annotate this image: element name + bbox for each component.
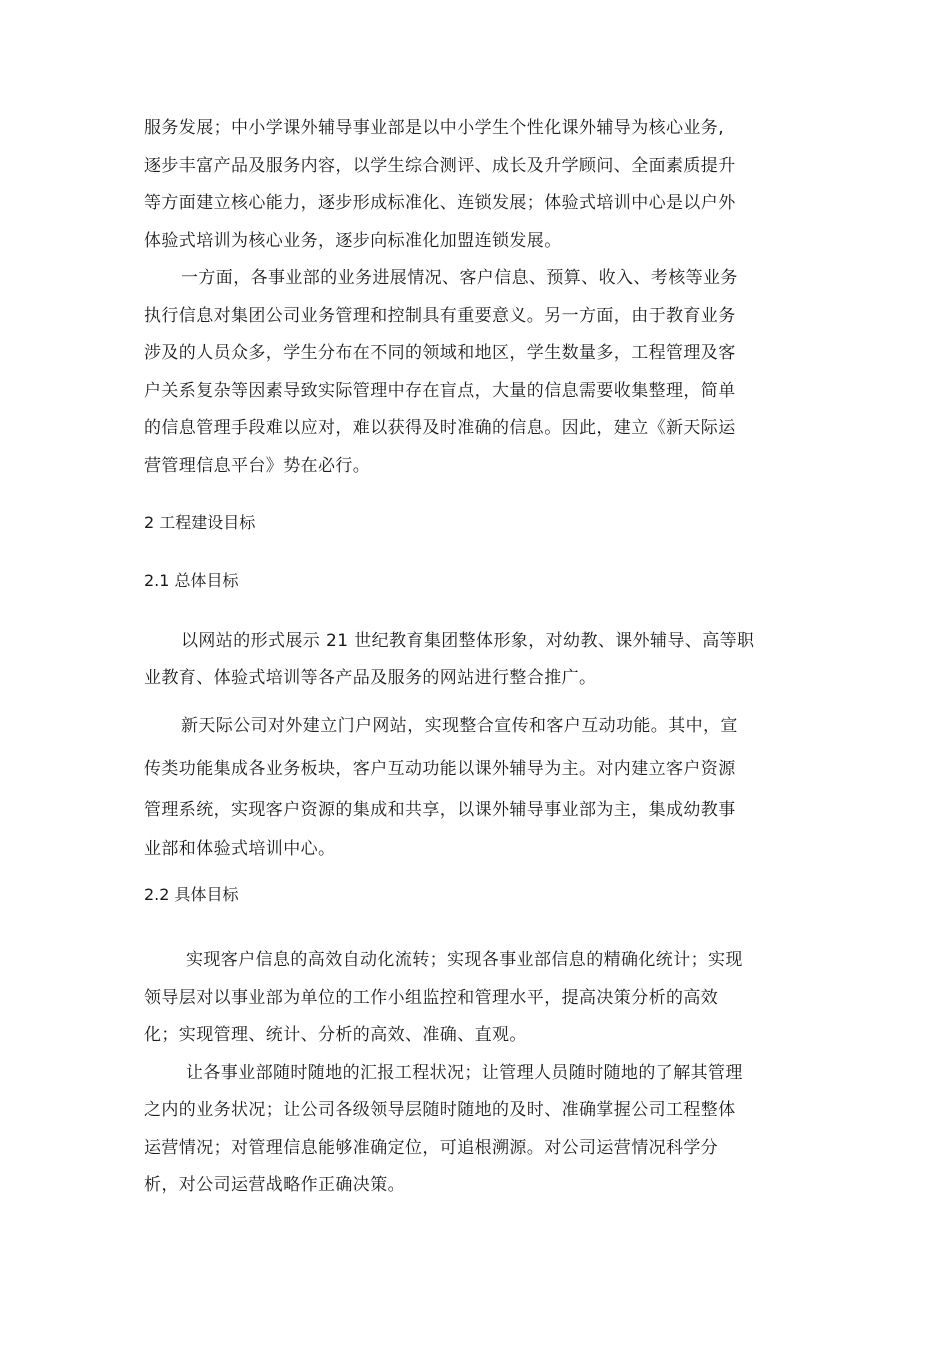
section-2-2-title: 2.2 具体目标	[144, 885, 239, 904]
paragraph-3-line-2: 业教育、体验式培训等各产品及服务的网站进行整合推广。	[144, 668, 597, 688]
paragraph-1-line-1: 服务发展；中小学课外辅导事业部是以中小学生个性化课外辅导为核心业务,	[144, 118, 725, 138]
paragraph-6-line-2: 之内的业务状况；让公司各级领导层随时随地的及时、准确掌握公司工程整体	[144, 1100, 736, 1120]
paragraph-6-line-1: 让各事业部随时随地的汇报工程状况；让管理人员随时随地的了解其管理	[186, 1063, 743, 1083]
paragraph-2-line-6: 营管理信息平台》势在必行。	[144, 456, 371, 476]
paragraph-4-line-4: 业部和体验式培训中心。	[144, 839, 336, 859]
paragraph-2-line-4: 户关系复杂等因素导致实际管理中存在盲点，大量的信息需要收集整理，简单	[144, 381, 736, 401]
paragraph-5-line-2: 领导层对以事业部为单位的工作小组监控和管理水平，提高决策分析的高效	[144, 988, 719, 1008]
section-2-1-title: 2.1 总体目标	[144, 571, 239, 590]
paragraph-4-line-2: 传类功能集成各业务板块，客户互动功能以课外辅导为主。对内建立客户资源	[144, 759, 736, 779]
paragraph-3-line-1: 以网站的形式展示 21 世纪教育集团整体形象，对幼教、课外辅导、高等职	[181, 631, 755, 651]
paragraph-2-line-1: 一方面，各事业部的业务进展情况、客户信息、预算、收入、考核等业务	[181, 268, 738, 288]
paragraph-1-line-2: 逐步丰富产品及服务内容，以学生综合测评、成长及升学顾问、全面素质提升	[144, 156, 736, 176]
paragraph-2-line-2: 执行信息对集团公司业务管理和控制具有重要意义。另一方面，由于教育业务	[144, 306, 736, 326]
section-2-title: 2 工程建设目标	[144, 513, 256, 532]
paragraph-2-line-5: 的信息管理手段难以应对，难以获得及时准确的信息。因此，建立《新天际运	[144, 418, 736, 438]
paragraph-5-line-3: 化；实现管理、统计、分析的高效、准确、直观。	[144, 1025, 527, 1045]
paragraph-4-line-3: 管理系统，实现客户资源的集成和共享，以课外辅导事业部为主，集成幼教事	[144, 800, 736, 820]
paragraph-6-line-4: 析，对公司运营战略作正确决策。	[144, 1175, 405, 1195]
paragraph-2-line-3: 涉及的人员众多，学生分布在不同的领域和地区，学生数量多，工程管理及客	[144, 343, 736, 363]
paragraph-5-line-1: 实现客户信息的高效自动化流转；实现各事业部信息的精确化统计；实现	[186, 950, 743, 970]
paragraph-4-line-1: 新天际公司对外建立门户网站，实现整合宣传和客户互动功能。其中，宣	[181, 716, 738, 736]
paragraph-1-line-3: 等方面建立核心能力，逐步形成标准化、连锁发展；体验式培训中心是以户外	[144, 193, 736, 213]
paragraph-1-line-4: 体验式培训为核心业务，逐步向标准化加盟连锁发展。	[144, 231, 562, 251]
paragraph-6-line-3: 运营情况；对管理信息能够准确定位，可追根溯源。对公司运营情况科学分	[144, 1138, 719, 1158]
